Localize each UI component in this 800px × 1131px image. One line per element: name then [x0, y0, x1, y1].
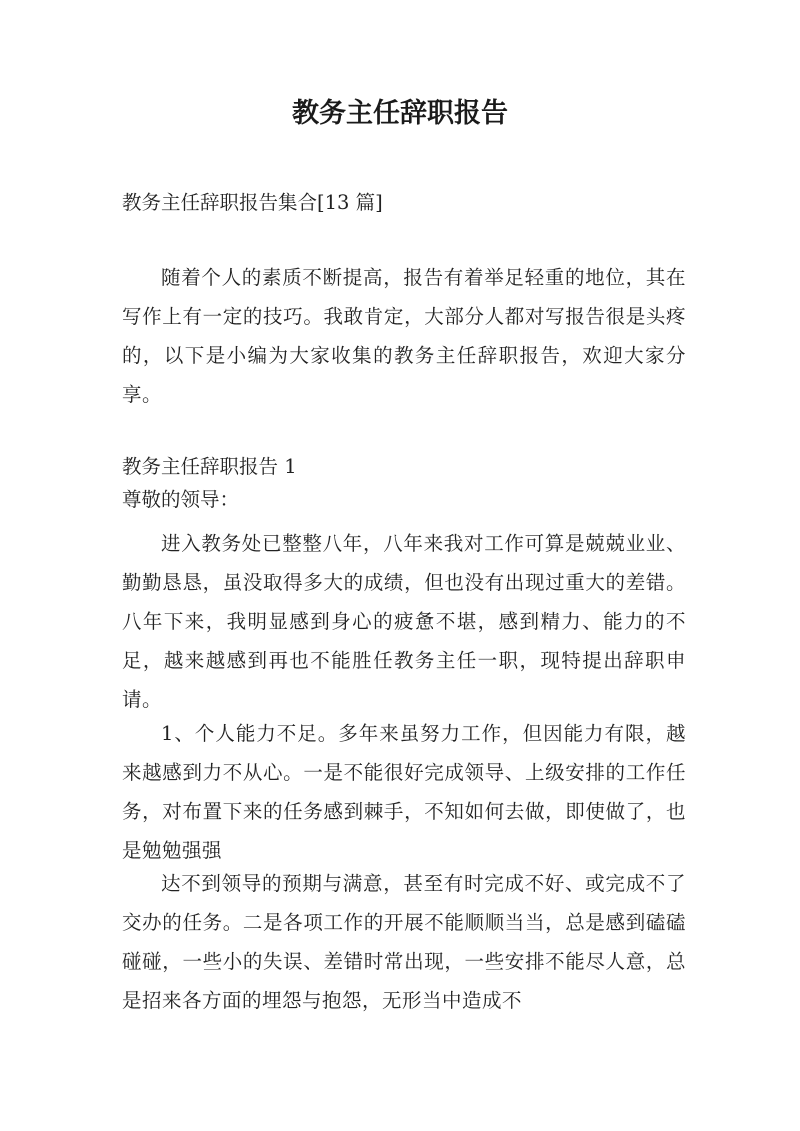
- salutation: 尊敬的领导：: [122, 488, 240, 511]
- document-subtitle: 教务主任辞职报告集合[13 篇]: [122, 191, 383, 214]
- section-heading: 教务主任辞职报告 1: [122, 455, 297, 478]
- intro-paragraph: 随着个人的素质不断提高，报告有着举足轻重的地位，其在写作上有一定的技巧。我敢肯定，大部分人都对写报告很是头疼的，以下是小编为大家收集的教务主任辞职报告，欢迎大家分享。: [122, 266, 686, 406]
- body-paragraph: 1、个人能力不足。多年来虽努力工作，但因能力有限，越来越感到力不从心。一是不能很好完成领导、上级安排的工作任务，对布置下来的任务感到棘手，不知如何去做，即使做了，也是勉勉强强: [122, 722, 686, 862]
- body-paragraph: 达不到领导的预期与满意，甚至有时完成不好、或完成不了交办的任务。二是各项工作的开展不能顺顺当当，总是感到磕磕碰碰，一些小的失误、差错时常出现，一些安排不能尽人意，总是招来各方面的埋怨与抱怨，无形当中造成不: [122, 872, 686, 1012]
- body-paragraph: 进入教务处已整整八年，八年来我对工作可算是兢兢业业、勤勤恳恳，虽没取得多大的成绩，但也没有出现过重大的差错。八年下来，我明显感到身心的疲惫不堪，感到精力、能力的不足，越来越感到再也不能胜任教务主任一职，现特提出辞职申请。: [122, 532, 686, 711]
- document-title: 教务主任辞职报告: [292, 98, 508, 129]
